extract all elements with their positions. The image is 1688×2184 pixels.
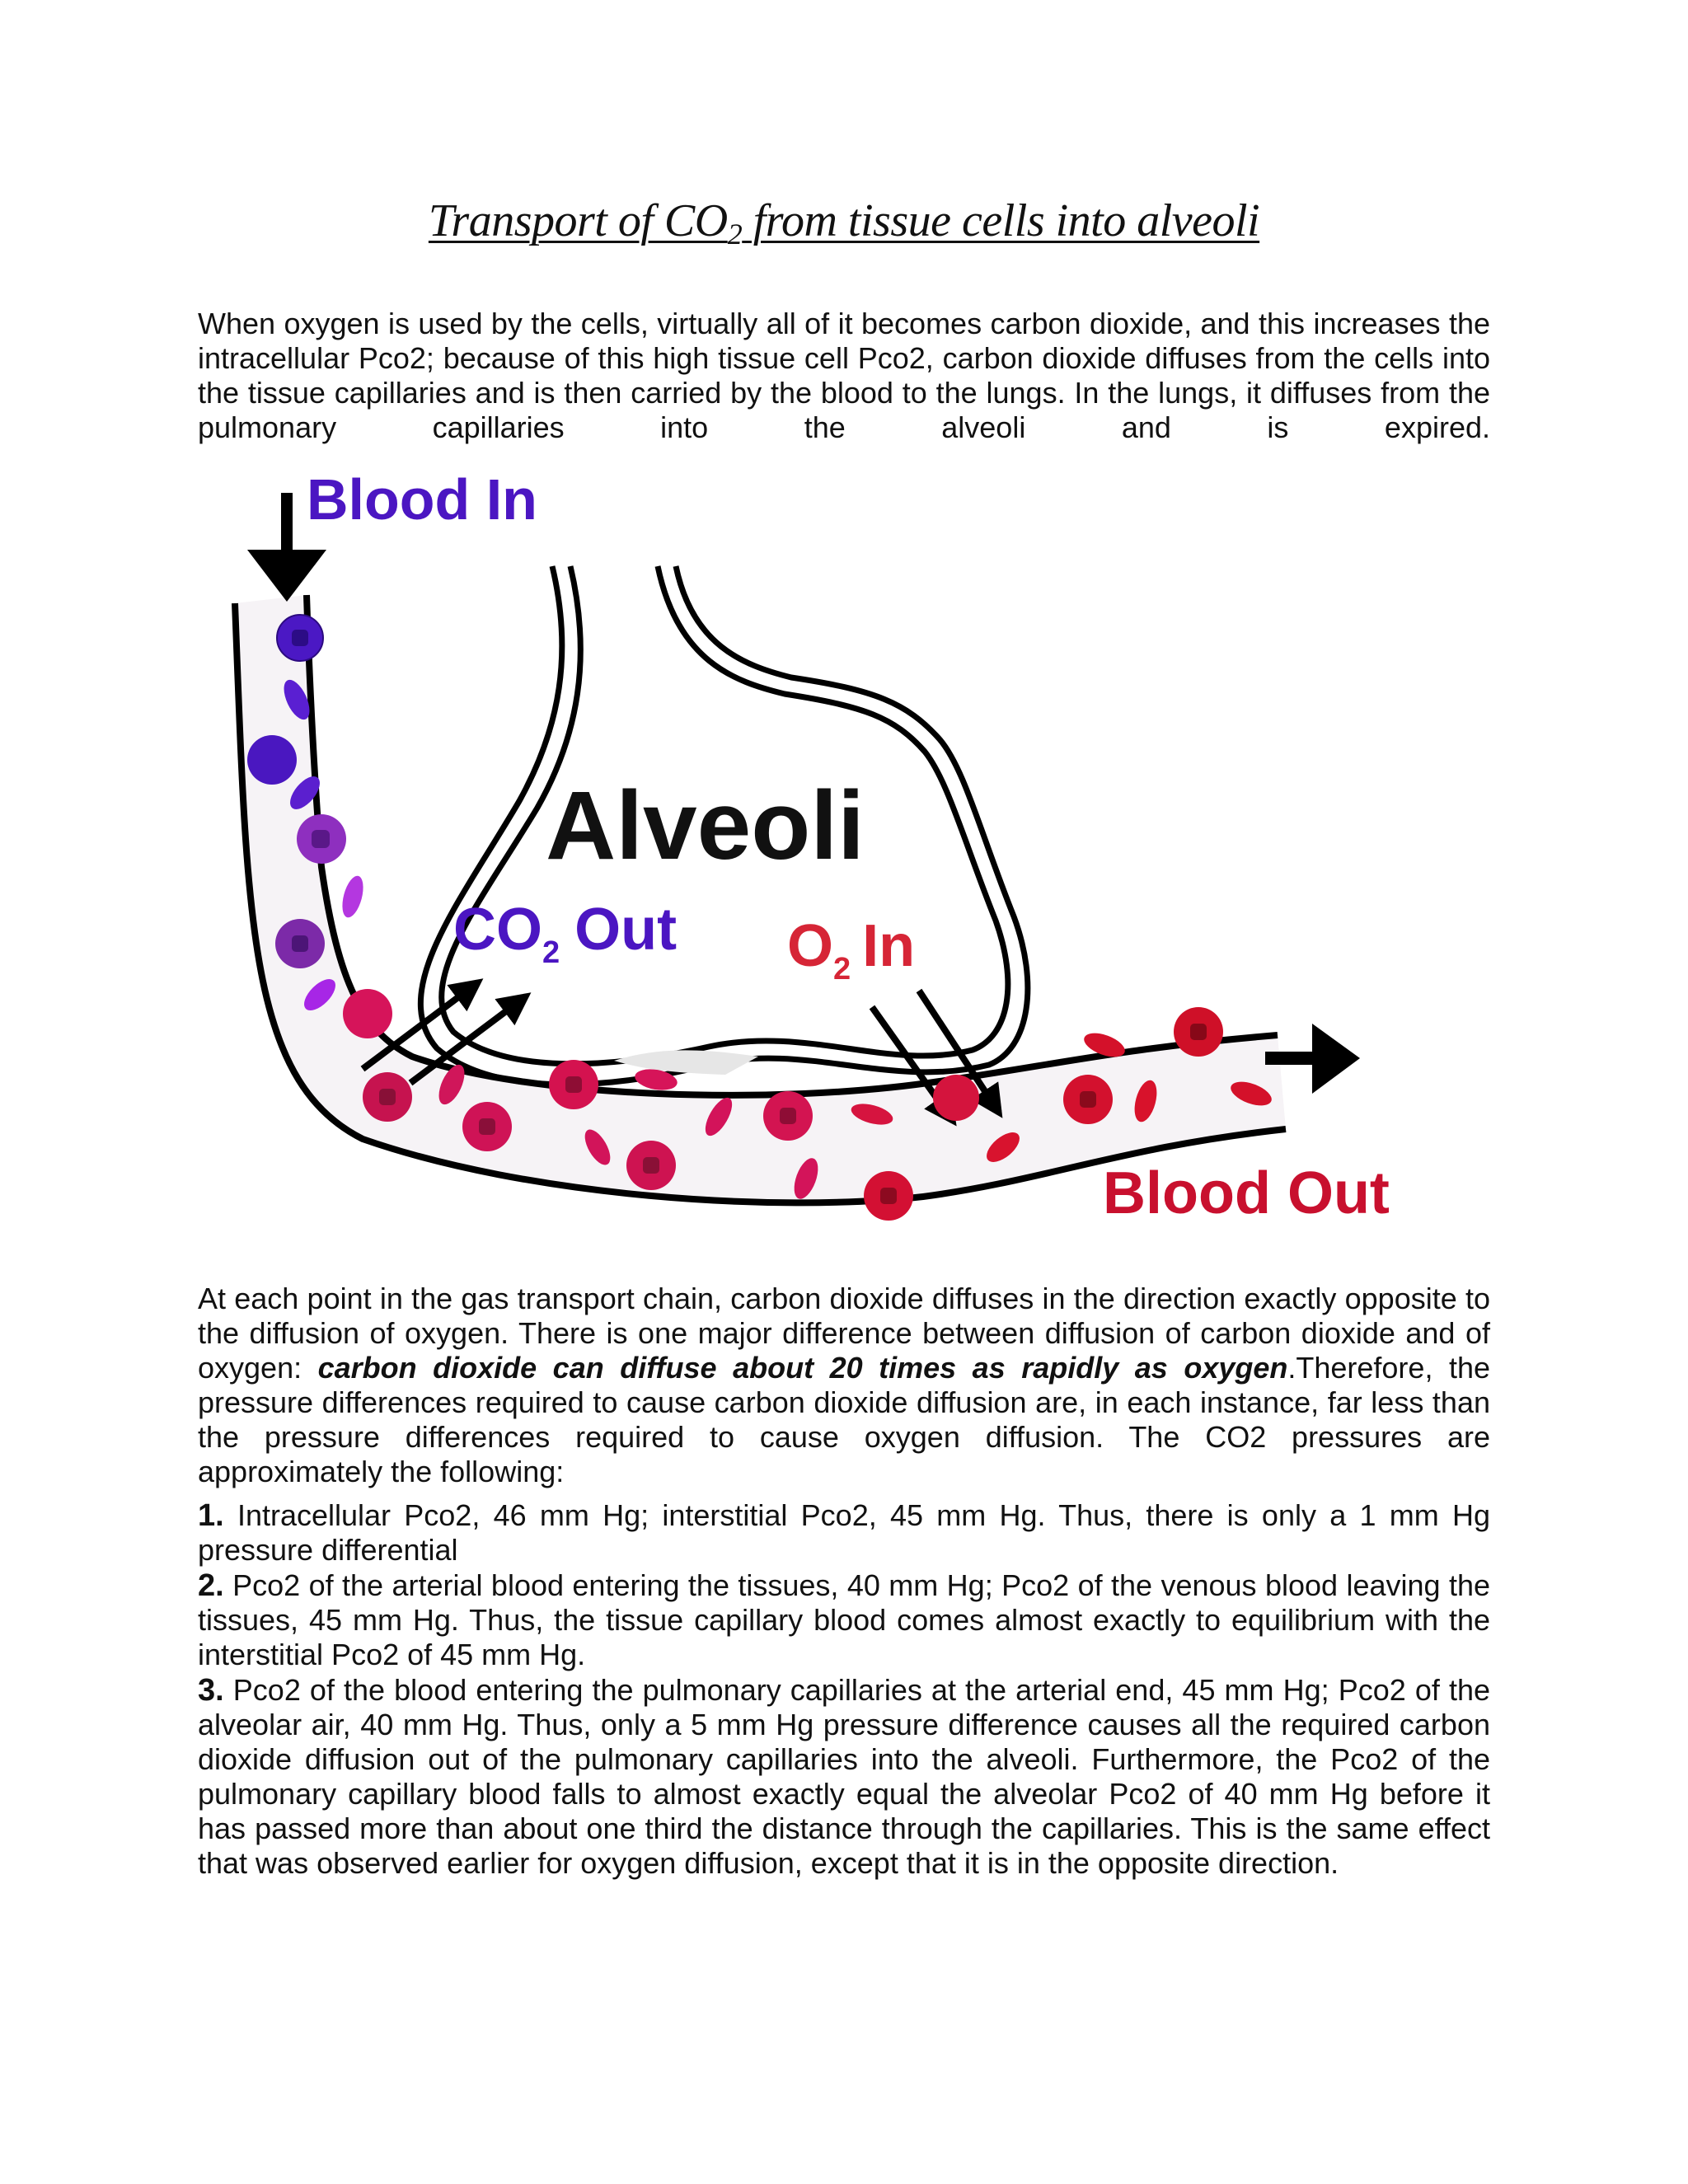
co2-out-label bbox=[453, 897, 677, 970]
body-paragraph bbox=[198, 1282, 1490, 1489]
o2-in-word: In bbox=[862, 913, 916, 979]
blood-cell bbox=[343, 989, 392, 1038]
blood-cell bbox=[339, 874, 368, 920]
title-subscript: 2 bbox=[727, 218, 743, 251]
blood-cell-core bbox=[292, 935, 308, 952]
list-number: 2. bbox=[198, 1568, 224, 1603]
title-suffix: from tissue cells into alveoli bbox=[742, 195, 1260, 246]
blood-cell-core bbox=[565, 1076, 582, 1093]
list-item bbox=[198, 1498, 1490, 1568]
blood-in-label: Blood In bbox=[307, 467, 537, 532]
blood-out-arrowhead bbox=[1312, 1024, 1360, 1094]
intro-paragraph: When oxygen is used by the cells, virtually all of it becomes carbon dioxide, and this increases the intracellular Pco2; because of this high tissue cell Pco2, carbon dioxide diffuses from the cells into the tissue capillaries and is then carried by the blood to the lungs. In the lungs, it diffuses from the pulmonary capillaries into the alveoli and is expired. bbox=[198, 307, 1490, 444]
blood-cell-core bbox=[479, 1118, 495, 1135]
body-emphasis: carbon dioxide can diffuse about 20 times as rapidly as oxygen bbox=[317, 1351, 1288, 1385]
body-text-after: .Therefore, the pressure differences required to cause carbon dioxide diffusion are, in each instance, far less than the pressure differences required to cause oxygen diffusion. The CO2 pressures are approximately the following: bbox=[198, 1351, 1490, 1488]
list-number: 3. bbox=[198, 1673, 224, 1708]
list-text: Intracellular Pco2, 46 mm Hg; interstitial Pco2, 45 mm Hg. Thus, there is only a 1 mm Hg pressure differential bbox=[198, 1498, 1490, 1567]
blood-cell-core bbox=[292, 630, 308, 646]
o2-in-sub: 2 bbox=[833, 952, 851, 987]
page-title bbox=[0, 194, 1688, 260]
list-text: Pco2 of the arterial blood entering the tissues, 40 mm Hg; Pco2 of the venous blood leaving the tissues, 45 mm Hg. Thus, the tissue capillary blood comes almost exactly to equilibrium with the interstitial Pco2 of 45 mm Hg. bbox=[198, 1568, 1490, 1671]
blood-cell-core bbox=[643, 1157, 659, 1174]
alveolus-gap-shade bbox=[614, 1050, 758, 1075]
blood-cell-core bbox=[1190, 1024, 1207, 1040]
blood-cell-core bbox=[880, 1188, 897, 1204]
blood-cell bbox=[933, 1075, 979, 1121]
list-text: Pco2 of the blood entering the pulmonary capillaries at the arterial end, 45 mm Hg; Pco2 of the alveolar air, 40 mm Hg. Thus, only a 5 mm Hg pressure difference causes all the required carbon dioxide diffusion out of the pulmonary capillaries into the alveoli. Furthermore, the Pco2 of the pulmonary capillary blood falls to almost exactly equal the alveolar Pco2 of 40 mm Hg before it has passed more than about one third the distance through the capillaries. This is the same effect that was observed earlier for oxygen diffusion, except that it is in the opposite direction. bbox=[198, 1673, 1490, 1880]
blood-out-label: Blood Out bbox=[1103, 1160, 1390, 1226]
blood-cell-core bbox=[379, 1089, 396, 1105]
blood-in-arrowhead bbox=[247, 550, 326, 602]
o2-in-label bbox=[787, 913, 915, 987]
co2-out-main: CO bbox=[453, 897, 542, 963]
co2-out-word: Out bbox=[574, 897, 678, 963]
blood-cell-core bbox=[780, 1108, 796, 1124]
blood-cell-core bbox=[312, 830, 330, 848]
list-item bbox=[198, 1673, 1490, 1881]
body-text-before: At each point in the gas transport chain, carbon dioxide diffuses in the direction exactly opposite to the diffusion of oxygen. There is one major difference between diffusion of carbon dioxide and of oxygen: bbox=[198, 1282, 1490, 1385]
blood-cell-core bbox=[1080, 1091, 1096, 1108]
blood-cell bbox=[247, 735, 297, 785]
list-item bbox=[198, 1568, 1490, 1672]
title-prefix: Transport of CO bbox=[428, 195, 728, 246]
alveoli-label: Alveoli bbox=[546, 771, 865, 880]
co2-out-sub: 2 bbox=[542, 935, 560, 970]
alveoli-capillary-diagram bbox=[198, 455, 1490, 1246]
list-number: 1. bbox=[198, 1498, 224, 1533]
o2-in-main: O bbox=[787, 913, 834, 979]
